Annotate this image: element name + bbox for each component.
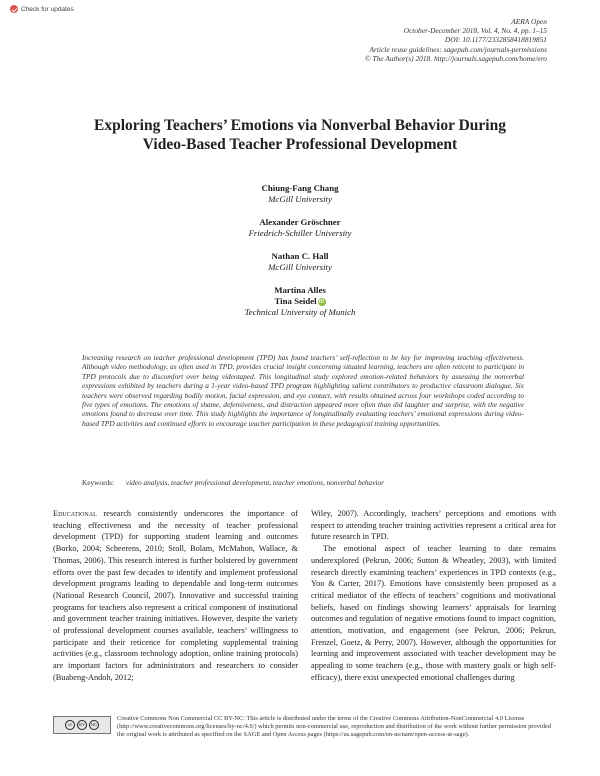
author-block — [0, 285, 600, 318]
copyright-line: © The Author(s) 2018. http://journals.sagepub.com/home/ero — [365, 53, 547, 63]
keywords-value: video analysis, teacher professional development, teacher emotions, nonverbal behavior — [125, 478, 384, 487]
title-line: Exploring Teachers’ Emotions via Nonverbal Behavior During — [94, 117, 506, 134]
paper-title — [40, 116, 560, 154]
body-paragraph — [53, 508, 298, 684]
by-glyph: BY — [77, 720, 87, 730]
author-name: Martina Alles — [274, 285, 326, 295]
author-block — [0, 183, 600, 205]
author-name: Tina Seidel — [274, 296, 317, 306]
journal-name: AERA Open — [511, 17, 547, 26]
journal-meta — [287, 17, 547, 63]
check-icon — [10, 5, 18, 13]
paragraph-text: research consistently underscores the importance of teaching effectiveness and the necessity of teacher professional development (TPD) for supporting student learning and outcomes (Borko, 2004; Scheerens, 2010; Stoll, Bolam, McMahon, Wallace, & Thomas, 2006). This research interest is further bolstered by government efforts over the past few decades to identify and implement professional development programs leading to dependable and long-term outcomes (National Research Council, 2007). Innovative and successful training programs for teachers also represent a critical component of institutional and government teacher training initiatives. However, despite the variety of professional development courses available, teachers’ willingness to participate and their reticence for completing supplemental training activities (e.g., classroom technology adoption, online training protocols) are important factors for administrators and researchers to consider (Buabeng-Andoh, 2012; — [53, 509, 298, 682]
author-block — [0, 251, 600, 273]
cc-glyph: cc — [65, 720, 75, 730]
body-column-left — [53, 508, 298, 684]
check-for-updates-badge[interactable] — [10, 5, 74, 13]
author-name: Chiung-Fang Chang — [261, 183, 339, 193]
check-for-updates-label: Check for updates — [21, 5, 74, 13]
license-footer — [53, 715, 553, 740]
author-affiliation: Technical University of Munich — [244, 307, 356, 317]
author-name-with-orcid — [0, 296, 600, 307]
author-affiliation: Friedrich-Schiller University — [248, 228, 352, 238]
license-text: Creative Commons Non Commercial CC BY-NC: This article is distributed under the terms of the Creative Commons Attribution-NonCommercial 4.0 License (http://www.creativecommons.org/licenses/by-nc/4.0/) which permits non-commercial use, reproduction and distribution of the work without further permission provided the original work is attributed as specified on the SAGE and Open Access pages (https://us.sagepub.com/en-us/nam/open-access-at-sage). — [117, 715, 551, 739]
author-name: Nathan C. Hall — [271, 251, 329, 261]
author-name: Alexander Gröschner — [259, 217, 341, 227]
abstract: Increasing research on teacher professional development (TPD) has found teachers’ self-reflection to be key for improving teaching effectiveness. Although video methodology, as often used in TPD, provides crucial insight concerning situated learning, teachers are often reticent to participate in TPD protocols due to discomfort over being videotaped. This longitudinal study explored emotion-related behaviors by assessing the nonverbal expressions exhibited by teachers during a 1-year video-based TPD program highlighting salient contributors to productive classroom dialogue. Six teachers were observed regarding bodily motion, facial expression, and eye contact, with results obtained across four workshops coded according to five types of emotions. The emotions of shame, defensiveness, and distraction appeared more often than did laughter and surprise, with the negative emotions found to decrease over time. This study highlights the importance of longitudinally evaluating teachers’ emotional expressions during video-based TPD activities and continued efforts to encourage teacher participation in these pedagogical training opportunities. — [82, 353, 524, 428]
lead-word: Educational — [53, 509, 97, 518]
author-block — [0, 217, 600, 239]
orcid-icon[interactable]: iD — [318, 298, 325, 305]
journal-doi: DOI: 10.1177/2332858418819851 — [444, 35, 547, 45]
body-paragraph: Wiley, 2007). Accordingly, teachers’ perceptions and emotions with respect to attending teacher training activities represent a critical area for future research in TPD. — [311, 509, 556, 542]
author-affiliation: McGill University — [268, 194, 332, 204]
cc-license-icon[interactable] — [53, 716, 111, 734]
journal-issue: October-December 2018, Vol. 4, No. 4, pp. 1–15 — [403, 26, 547, 36]
body-column-right — [311, 508, 556, 684]
author-list — [0, 183, 600, 330]
keywords — [82, 478, 384, 487]
reuse-guidelines: Article reuse guidelines: sagepub.com/journals-permissions — [369, 44, 547, 54]
title-line: Video-Based Teacher Professional Development — [142, 136, 458, 153]
author-affiliation: McGill University — [268, 262, 332, 272]
nc-glyph: NC — [89, 720, 99, 730]
keywords-label: Keywords: — [82, 478, 115, 487]
body-paragraph: The emotional aspect of teacher learning to date remains underexplored (Pekrun, 2006; Sutton & Wheatley, 2003), with limited research directly examining teachers’ experiences in TPD contexts (e.g., Yoo & Carter, 2017). Emotions have consistently been proposed as a critical mediator of the effects of teachers’ cognitions and motivational beliefs, based on findings showing learners’ appraisals for learning outcomes and regulation of negative emotions found to impact cognition, attention, motivation, and engagement (see Pekrun, 2006; Pekrun, Frenzel, Goetz, & Perry, 2007). However, although the opportunities for learning and improvement associated with teacher development may be appealing to some teachers (e.g., those with mastery goals or high self-efficacy), there exist unexpected emotional challenges during — [311, 544, 556, 682]
